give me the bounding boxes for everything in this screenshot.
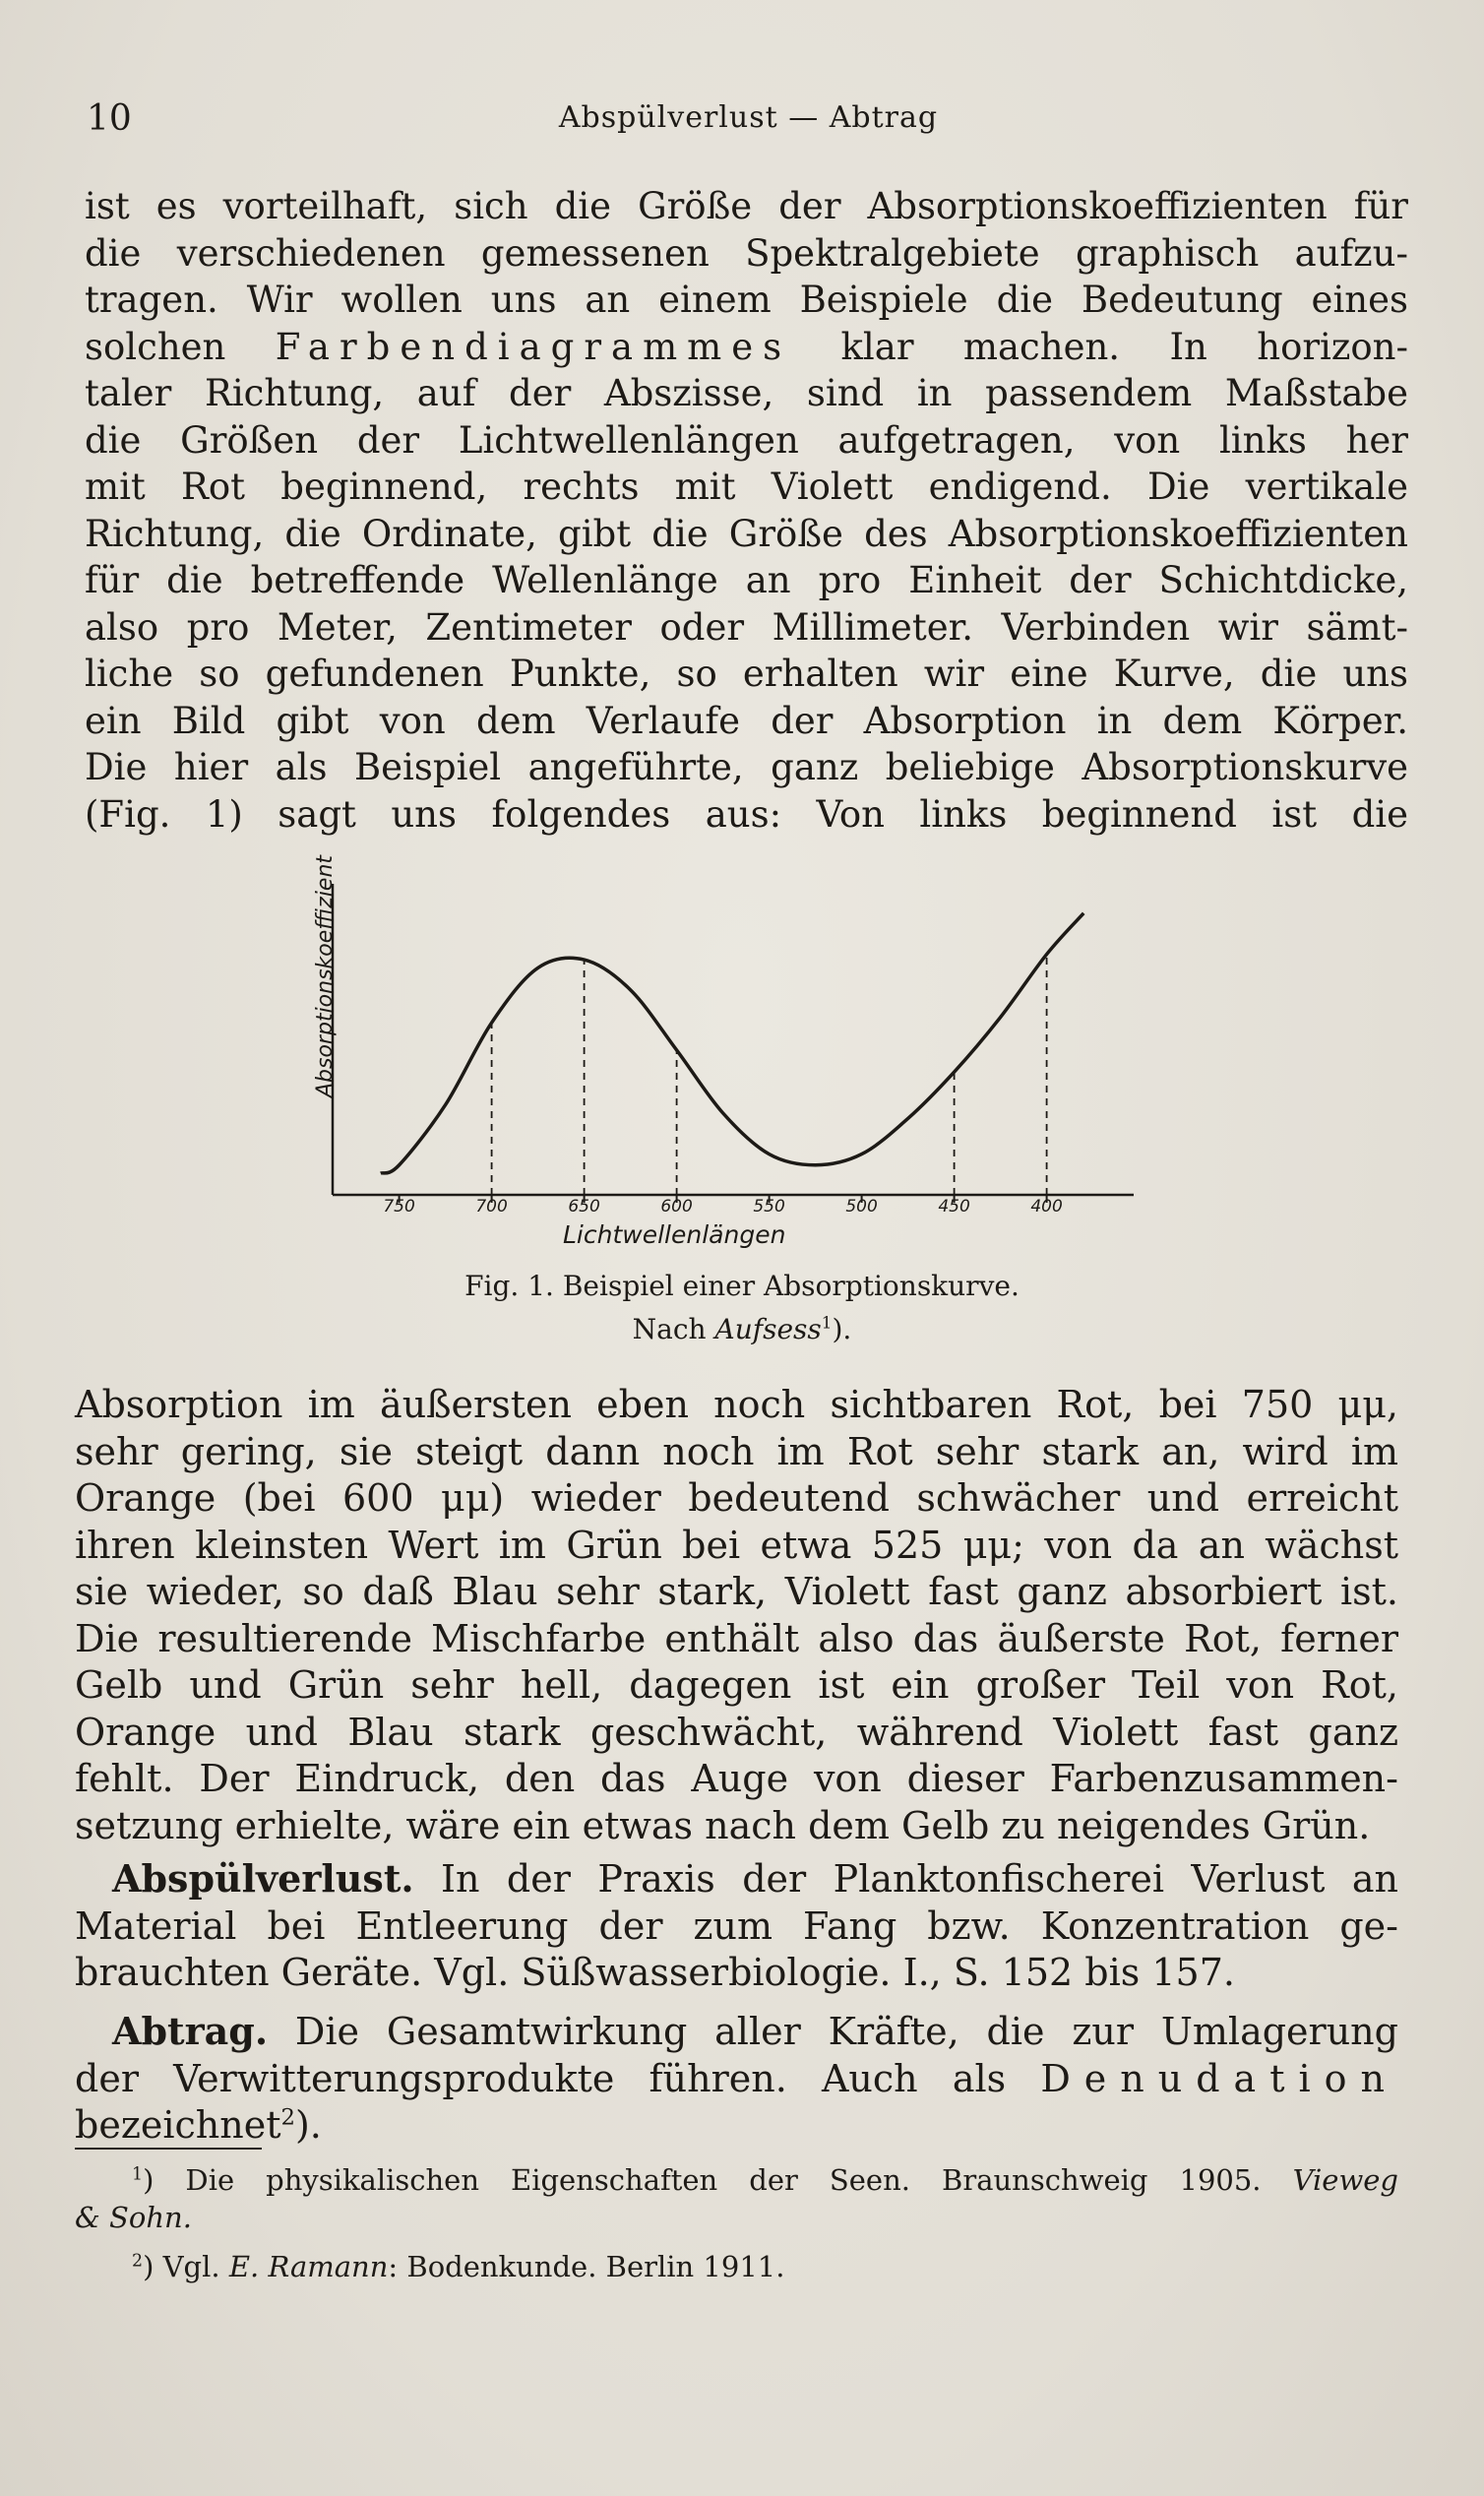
text-line: Gelb und Grün sehr hell, dagegen ist ein großer Teil von Rot, [75,1663,1398,1707]
text-line: ist es vorteilhaft, sich die Größe der Absorptionskoeffizienten für [85,185,1408,227]
text-line: sehr gering, sie steigt dann noch im Rot sehr stark an, wird im [75,1429,1398,1473]
text-line: Orange und Blau stark geschwächt, während Violett fast ganz [75,1710,1398,1754]
spaced-term: Farbendiagrammes [275,325,792,368]
text-line: ein Bild gibt von dem Verlaufe der Absorption in dem Körper. [85,699,1408,742]
text-line: der Verwitterungsprodukte führen. Auch als Denudation [75,2056,1398,2100]
intro-paragraph [85,183,1408,838]
absorption-curve [381,913,1083,1173]
page-number: 10 [87,98,132,139]
x-tick-label: 550 [753,1197,785,1217]
running-head: Abspülverlust — Abtrag [558,100,939,135]
x-tick-label: 400 [1030,1197,1063,1217]
text-line: bezeichnet$^2$). [75,2103,322,2147]
entry-abtrag [75,2008,1398,2150]
text-line: Die resultierende Mischfarbe enthält also das äußerste Rot, ferner [75,1616,1398,1660]
x-tick-label: 600 [660,1197,693,1217]
text-line: die Größen der Lichtwellenlängen aufgetragen, von links her [85,418,1408,462]
x-tick-label: 500 [845,1197,878,1217]
text-line: mit Rot beginnend, rechts mit Violett endigend. Die vertikale [85,466,1408,508]
text-line: solchen Farbendiagrammes klar machen. In horizon- [85,325,1408,368]
figure-caption: Fig. 1. Beispiel einer Absorptionskurve. [464,1270,1020,1302]
headword: Abspülverlust. [112,1856,414,1901]
x-tick-label: 750 [383,1197,415,1217]
text-line: Material bei Entleerung der zum Fang bzw. Konzentration ge- [75,1903,1398,1948]
x-tick-label: 450 [938,1197,970,1217]
absorption-figure: Absorptionskoeffizient 750 700 650 600 550 500 450 400 Lichtwellenlängen [325,866,1181,1270]
footnote-2: $^2$) Vgl. E. Ramann: Bodenkunde. Berlin 1911. [132,2250,785,2283]
text-line: Abspülverlust. In der Praxis der Planktonfischerei Verlust an [112,1856,1398,1901]
text-line: Richtung, die Ordinate, gibt die Größe des Absorptionskoeffizienten [85,512,1408,555]
x-tick-label: 700 [475,1197,508,1217]
text-line: Absorption im äußersten eben noch sichtbaren Rot, bei 750 μμ, [75,1383,1398,1426]
text-line: Die hier als Beispiel angeführte, ganz beliebige Absorptionskurve [85,746,1408,788]
footnote-1: $^1$) Die physikalischen Eigenschaften der Seen. Braunschweig 1905. Vieweg & Sohn. [75,2163,1398,2234]
footnote-rule [75,2148,262,2150]
text-line: setzung erhielte, wäre ein etwas nach dem Gelb zu neigendes Grün. [75,1803,1371,1847]
body-paragraph [75,1382,1398,1849]
text-line: ihren kleinsten Wert im Grün bei etwa 525 μμ; von da an wächst [75,1523,1398,1567]
text-line: die verschiedenen gemessenen Spektralgebiete graphisch aufzu- [85,231,1408,275]
figure-caption-source: Nach Aufsess$^1$). [632,1312,852,1345]
spaced-term: Denudation [1040,2056,1398,2100]
text-line: Orange (bei 600 μμ) wieder bedeutend schwächer und erreicht [75,1476,1398,1520]
text-line: brauchten Geräte. Vgl. Süßwasserbiologie. I., S. 152 bis 157. [75,1951,1235,1994]
headword: Abtrag. [112,2009,269,2053]
text-line: sie wieder, so daß Blau sehr stark, Violett fast ganz absorbiert ist. [75,1570,1398,1613]
x-axis-label: Lichtwellenlängen [563,1220,786,1249]
text-line: tragen. Wir wollen uns an einem Beispiele die Bedeutung eines [85,279,1408,321]
text-line: (Fig. 1) sagt uns folgendes aus: Von links beginnend ist die [85,792,1408,836]
entry-abspuelverlust [75,1855,1398,1997]
page-header [87,98,1410,148]
text-line: liche so gefundenen Punkte, so erhalten wir eine Kurve, die uns [85,653,1408,695]
text-line: fehlt. Der Eindruck, den das Auge von dieser Farbenzusammen- [75,1757,1398,1800]
text-line: also pro Meter, Zentimeter oder Millimeter. Verbinden wir sämt- [85,605,1408,649]
text-line: Abtrag. Die Gesamtwirkung aller Kräfte, die zur Umlagerung [112,2009,1398,2053]
text-line: taler Richtung, auf der Abszisse, sind in passendem Maßstabe [85,372,1408,414]
x-tick-label: 650 [568,1197,600,1217]
text-line: für die betreffende Wellenlänge an pro Einheit der Schichtdicke, [85,559,1408,601]
